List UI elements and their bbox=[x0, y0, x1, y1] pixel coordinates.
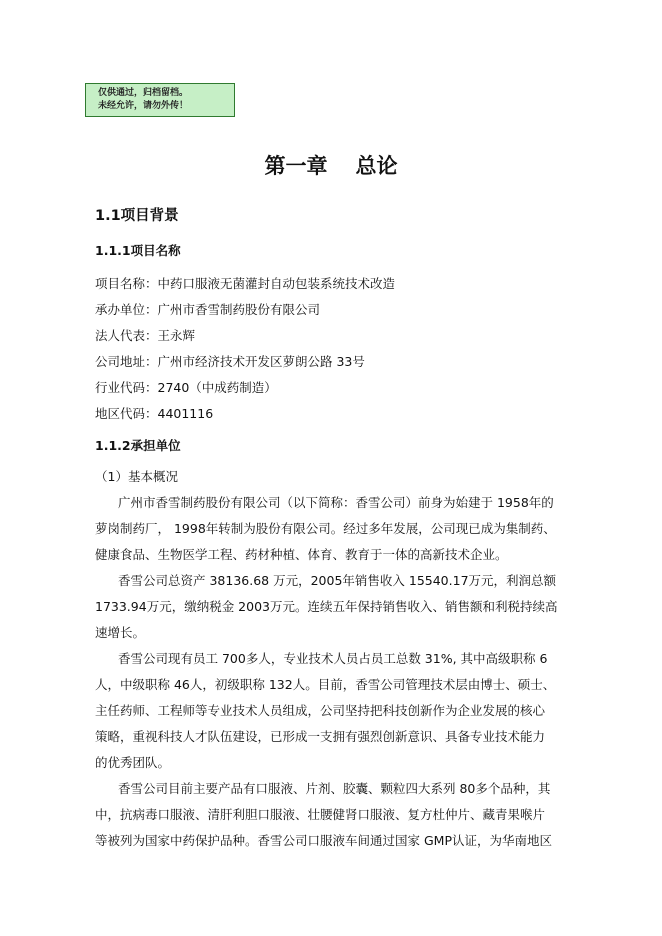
confidentiality-notice-box bbox=[85, 83, 235, 117]
paragraph-1-line-2: 萝岗制药厂， 1998年转制为股份有限公司。经过多年发展，公司现已成为集制药、 bbox=[95, 521, 556, 536]
project-name-line: 项目名称：中药口服液无菌灌封自动包装系统技术改造 bbox=[95, 276, 396, 291]
chapter-title bbox=[0, 150, 662, 180]
legal-rep-line: 法人代表：王永辉 bbox=[95, 328, 196, 343]
paragraph-4-line-1: 香雪公司目前主要产品有口服液、片剂、胶囊、颗粒四大系列 80多个品种，其 bbox=[118, 781, 551, 796]
paragraph-1-line-1: 广州市香雪制药股份有限公司（以下简称：香雪公司）前身为始建于 1958年的 bbox=[118, 495, 554, 510]
industry-code-line: 行业代码：2740（中成药制造） bbox=[95, 380, 277, 395]
paragraph-2-line-2: 1733.94万元，缴纳税金 2003万元。连续五年保持销售收入、销售额和利税持续高 bbox=[95, 599, 558, 614]
paragraph-4-line-3: 等被列为国家中药保护品种。香雪公司口服液车间通过国家 GMP认证，为华南地区 bbox=[95, 833, 552, 848]
address-line: 公司地址：广州市经济技术开发区萝朗公路 33号 bbox=[95, 354, 365, 369]
paragraph-2-line-3: 速增长。 bbox=[95, 625, 146, 640]
paragraph-2-line-1: 香雪公司总资产 38136.68 万元，2005年销售收入 15540.17万元，利润总额 bbox=[118, 573, 557, 588]
paragraph-1-line-3: 健康食品、生物医学工程、药材种植、体育、教育于一体的高新技术企业。 bbox=[95, 547, 508, 562]
section-heading-1-1: 1.1项目背景 bbox=[95, 208, 179, 224]
chapter-number: 第一章 bbox=[264, 153, 328, 178]
section-heading-1-1-2: 1.1.2承担单位 bbox=[95, 438, 181, 453]
notice-line-1: 仅供通过，归档留档。 bbox=[98, 88, 189, 98]
paragraph-3-line-3: 主任药师、工程师等专业技术人员组成，公司坚持把科技创新作为企业发展的核心 bbox=[95, 703, 546, 718]
paragraph-3-line-2: 人，中级职称 46人，初级职称 132人。目前，香雪公司管理技术层由博士、硕士、 bbox=[95, 677, 556, 692]
paragraph-3-line-4: 策略，重视科技人才队伍建设，已形成一支拥有强烈创新意识、具备专业技术能力 bbox=[95, 729, 546, 744]
paragraph-3-line-5: 的优秀团队。 bbox=[95, 755, 171, 770]
subsection-heading-basic-overview: （1）基本概况 bbox=[95, 469, 178, 484]
organization-line: 承办单位：广州市香雪制药股份有限公司 bbox=[95, 302, 321, 317]
notice-line-2: 未经允许，请勿外传！ bbox=[98, 101, 189, 111]
region-code-line: 地区代码：4401116 bbox=[95, 406, 214, 421]
section-heading-1-1-1: 1.1.1项目名称 bbox=[95, 243, 181, 258]
chapter-name: 总论 bbox=[355, 153, 398, 178]
paragraph-3-line-1: 香雪公司现有员工 700多人，专业技术人员占员工总数 31%, 其中高级职称 6 bbox=[118, 651, 548, 666]
paragraph-4-line-2: 中，抗病毒口服液、清肝利胆口服液、壮腰健肾口服液、复方杜仲片、藏青果喉片 bbox=[95, 807, 546, 822]
